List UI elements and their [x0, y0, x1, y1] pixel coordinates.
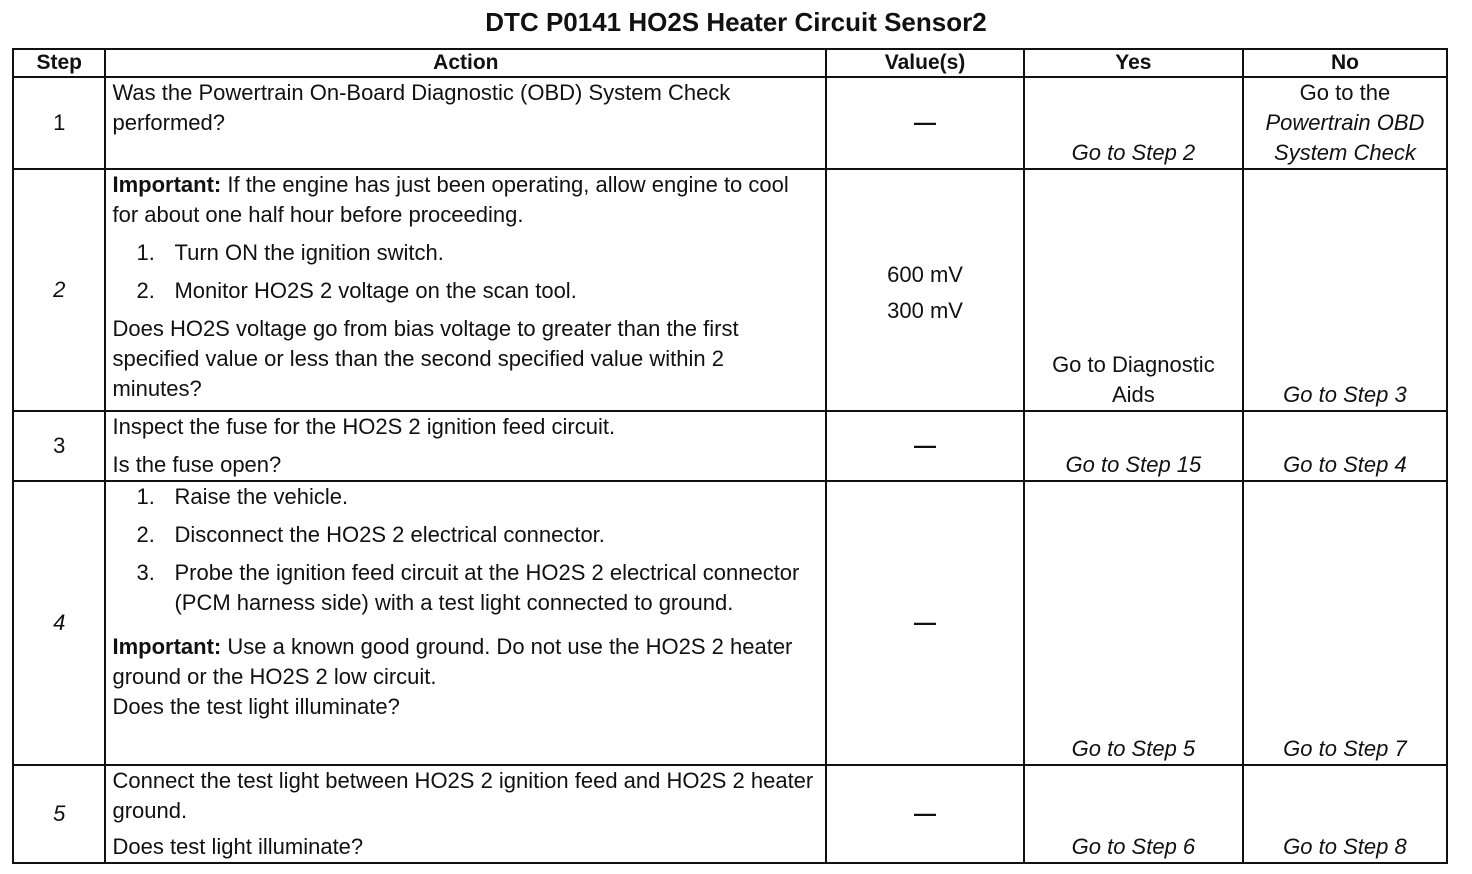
- action-question: Does HO2S voltage go from bias voltage to greater than the first specified value or less than the second specified value within 2 minutes?: [112, 316, 739, 401]
- table-row: [13, 765, 1447, 863]
- action-question: Does the test light illuminate?: [112, 694, 400, 719]
- important-label: Important:: [112, 634, 222, 659]
- no-cell: [1243, 411, 1447, 481]
- list-item: [136, 520, 819, 550]
- value-dash: —: [914, 610, 937, 635]
- no-cell: [1243, 765, 1447, 863]
- list-text: Disconnect the HO2S 2 electrical connector.: [174, 522, 605, 547]
- step-number: 5: [13, 765, 105, 863]
- action-cell: [105, 481, 826, 765]
- action-cell: [105, 77, 826, 169]
- no-cell: [1243, 169, 1447, 411]
- action-text: Was the Powertrain On-Board Diagnostic (OBD) System Check performed?: [112, 80, 731, 135]
- table-row: [13, 411, 1447, 481]
- step-number: 2: [13, 169, 105, 411]
- header-values: Value(s): [826, 49, 1024, 77]
- value-dash: —: [914, 433, 937, 458]
- no-goto-prefix: Go to the: [1299, 80, 1391, 105]
- list-text: Monitor HO2S 2 voltage on the scan tool.: [174, 278, 577, 303]
- page-title: DTC P0141 HO2S Heater Circuit Sensor2: [485, 7, 987, 37]
- important-label: Important:: [112, 172, 222, 197]
- list-item: [136, 276, 819, 306]
- value-1: 600 mV: [887, 262, 963, 287]
- list-number: 2.: [136, 278, 155, 303]
- list-number: 1.: [136, 484, 155, 509]
- header-step: Step: [13, 49, 105, 77]
- value-cell: [826, 169, 1024, 411]
- list-number: 3.: [136, 560, 155, 585]
- step-number: 3: [13, 411, 105, 481]
- action-question: Does test light illuminate?: [112, 834, 364, 859]
- list-text: Probe the ignition feed circuit at the HO2S 2 electrical connector (PCM harness side) with a test light connected to ground.: [174, 560, 800, 615]
- value-cell: [826, 411, 1024, 481]
- no-cell: [1243, 481, 1447, 765]
- table-row: [13, 481, 1447, 765]
- yes-goto-link[interactable]: Go to Diagnostic Aids: [1052, 352, 1215, 407]
- value-cell: [826, 765, 1024, 863]
- yes-goto-link[interactable]: Go to Step 2: [1071, 140, 1196, 165]
- list-number: 2.: [136, 522, 155, 547]
- procedure-list: [112, 238, 819, 306]
- list-text: Raise the vehicle.: [174, 484, 349, 509]
- yes-goto-link[interactable]: Go to Step 5: [1071, 736, 1196, 761]
- no-goto-link[interactable]: Go to Step 3: [1283, 382, 1407, 407]
- value-dash: —: [914, 801, 937, 826]
- no-goto-link[interactable]: Go to Step 4: [1283, 452, 1407, 477]
- table-header-row: [13, 49, 1447, 77]
- important-text: If the engine has just been operating, allow engine to cool for about one half hour before proceeding.: [112, 172, 789, 227]
- no-goto-link[interactable]: Powertrain OBD System Check: [1265, 110, 1425, 165]
- action-cell: [105, 411, 826, 481]
- action-cell: [105, 169, 826, 411]
- value-dash: —: [914, 110, 937, 135]
- important-note: [112, 170, 819, 230]
- action-text: Inspect the fuse for the HO2S 2 ignition feed circuit.: [112, 414, 616, 439]
- list-item: [136, 558, 819, 618]
- important-note: [112, 632, 819, 692]
- no-goto-link[interactable]: Go to Step 8: [1283, 834, 1407, 859]
- yes-goto-link[interactable]: Go to Step 6: [1071, 834, 1196, 859]
- no-cell: [1243, 77, 1447, 169]
- action-text: Connect the test light between HO2S 2 ignition feed and HO2S 2 heater ground.: [112, 768, 814, 823]
- value-cell: [826, 77, 1024, 169]
- yes-cell: [1024, 765, 1243, 863]
- diagnostic-table: [12, 48, 1448, 864]
- header-action: Action: [105, 49, 826, 77]
- list-text: Turn ON the ignition switch.: [174, 240, 444, 265]
- list-item: [136, 482, 819, 512]
- yes-cell: [1024, 481, 1243, 765]
- yes-cell: [1024, 411, 1243, 481]
- procedure-list: [112, 482, 819, 618]
- yes-goto-link[interactable]: Go to Step 15: [1065, 452, 1202, 477]
- important-text: Use a known good ground. Do not use the HO2S 2 heater ground or the HO2S 2 low circuit.: [112, 634, 793, 689]
- yes-cell: [1024, 169, 1243, 411]
- table-row: [13, 169, 1447, 411]
- no-goto-link[interactable]: Go to Step 7: [1283, 736, 1407, 761]
- list-item: [136, 238, 819, 268]
- value-cell: [826, 481, 1024, 765]
- step-number: 1: [13, 77, 105, 169]
- action-cell: [105, 765, 826, 863]
- header-yes: Yes: [1024, 49, 1243, 77]
- header-no: No: [1243, 49, 1447, 77]
- list-number: 1.: [136, 240, 155, 265]
- yes-cell: [1024, 77, 1243, 169]
- action-question: Is the fuse open?: [112, 452, 282, 477]
- value-2: 300 mV: [887, 298, 963, 323]
- table-row: [13, 77, 1447, 169]
- step-number: 4: [13, 481, 105, 765]
